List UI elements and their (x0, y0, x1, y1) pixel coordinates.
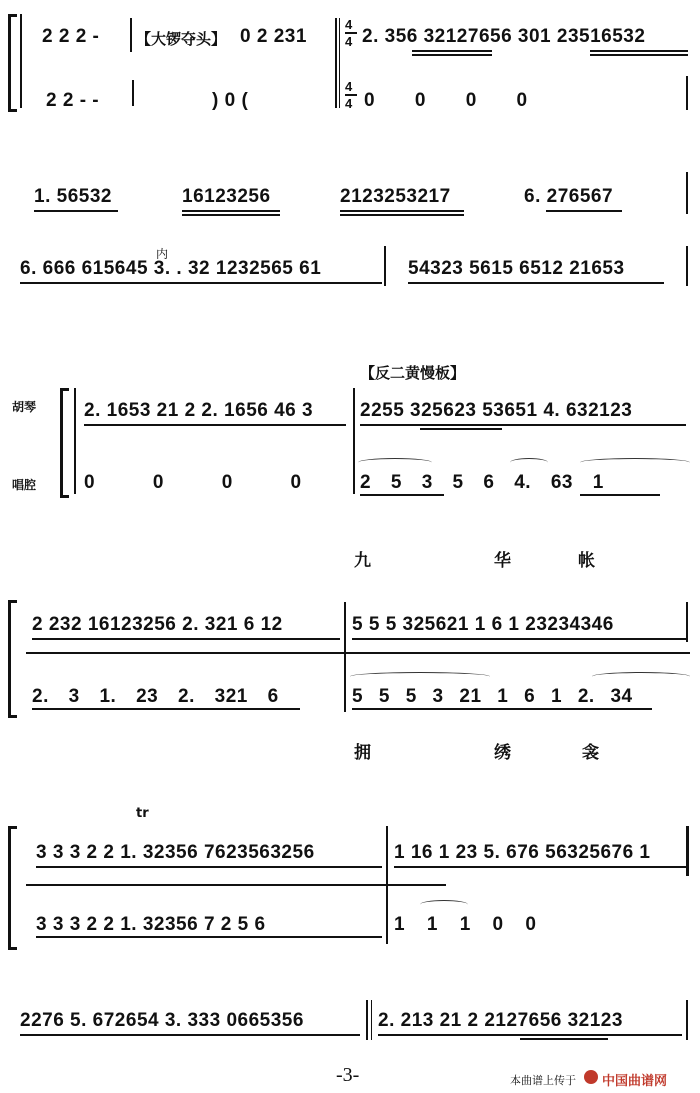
underline (20, 1034, 360, 1036)
measure-line2-3: 2123253217 (340, 186, 451, 207)
underline (36, 936, 382, 938)
underline (340, 214, 464, 216)
system-brace (60, 388, 69, 498)
intro-notes-bottom: 2 2 - - (46, 90, 100, 111)
underline (378, 1034, 682, 1036)
huqin-notes-5a: 2 232 16123256 2. 321 6 12 (32, 614, 283, 635)
lyric-hua: 华 (494, 551, 511, 571)
measure-line2-2: 16123256 (182, 186, 271, 207)
inner-mark: 内 (156, 247, 169, 261)
page-number: -3- (336, 1064, 360, 1086)
underline (182, 210, 280, 212)
barline (384, 246, 386, 286)
system-start-bar (20, 14, 22, 108)
measure-line3-a: 6. 666 615645 3. . 32 1232565 61 (20, 258, 322, 279)
slur (358, 458, 432, 467)
underline (32, 708, 300, 710)
staff-separator (26, 652, 690, 654)
system-brace (8, 826, 17, 950)
barline (130, 18, 132, 52)
time-signature-bottom-numerator: 4 (345, 79, 353, 94)
huqin-notes-6b: 1 16 1 23 5. 676 56325676 1 (394, 842, 651, 863)
notes-after-label: 0 2 231 (240, 26, 307, 47)
huqin-notes-6a: 3 3 3 2 2 1. 32356 7623563256 (36, 842, 315, 863)
line-end-bar (686, 826, 689, 876)
underline (360, 424, 686, 426)
rest-notes-line1: 0 0 0 0 (364, 90, 528, 111)
changqiang-notes-6b: 1 1 1 0 0 (394, 914, 537, 935)
changqiang-notes-5b: 5 5 5 3 21 1 6 1 2. 34 (352, 686, 633, 707)
barline (353, 388, 355, 494)
staff-separator (26, 884, 446, 886)
part-label-changqiang: 唱腔 (12, 478, 37, 492)
underline (352, 638, 686, 640)
barline (344, 602, 346, 712)
underline (546, 210, 622, 212)
time-signature-bottom-denominator: 4 (345, 96, 353, 111)
measure-line2-4: 6. 276567 (524, 186, 614, 207)
underline (412, 54, 492, 56)
huqin-notes-a: 2. 1653 21 2 2. 1656 46 3 (84, 400, 314, 421)
underline (182, 214, 280, 216)
underline (352, 708, 652, 710)
underline (394, 866, 688, 868)
underline (520, 1038, 608, 1040)
lyric-xiu: 绣 (494, 743, 511, 763)
site-name[interactable]: 中国曲谱网 (602, 1074, 668, 1089)
huqin-notes-5b: 5 5 5 325621 1 6 1 23234346 (352, 614, 614, 635)
measure-line2-1: 1. 56532 (34, 186, 112, 207)
melody-notes-line1: 2. 356 32127656 301 23516532 (362, 26, 646, 47)
barline (366, 1000, 368, 1040)
barline (371, 1000, 372, 1040)
underline (590, 50, 688, 52)
changqiang-notes-6a: 3 3 3 2 2 1. 32356 7 2 5 6 (36, 914, 266, 935)
line-end-bar (686, 246, 688, 286)
time-signature-top-numerator: 4 (345, 17, 353, 32)
system-start-bar (74, 388, 76, 494)
underline (340, 210, 464, 212)
slur (592, 672, 690, 681)
percussion-label: 【大锣夺头】 (136, 30, 227, 48)
changqiang-notes: 2 5 3 5 6 4. 63 1 (360, 472, 604, 493)
system-brace (8, 600, 17, 718)
slur (350, 672, 490, 681)
line-end-bar (686, 1000, 688, 1040)
underline (408, 282, 664, 284)
section-header-fan-erhuang: 【反二黄慢板】 (360, 364, 466, 382)
system-brace (8, 14, 17, 112)
barline (335, 18, 337, 108)
changqiang-rests: 0 0 0 0 (84, 472, 302, 493)
underline (580, 494, 660, 496)
lyric-qin: 衾 (582, 743, 599, 763)
measure-line7-a: 2276 5. 672654 3. 333 0665356 (20, 1010, 304, 1031)
measure-line3-b: 54323 5615 6512 21653 (408, 258, 625, 279)
measure-line7-b: 2. 213 21 2 2127656 32123 (378, 1010, 623, 1031)
underline (34, 210, 118, 212)
underline (32, 638, 340, 640)
slur (580, 458, 690, 467)
underline (420, 428, 502, 430)
upload-note: 本曲谱上传于 (510, 1074, 576, 1087)
rest-marker: ) 0 ( (212, 90, 249, 111)
time-signature-top-denominator: 4 (345, 34, 353, 49)
underline (590, 54, 688, 56)
slur (420, 900, 468, 909)
barline (339, 18, 340, 108)
underline (36, 866, 382, 868)
site-logo-icon (584, 1070, 598, 1084)
changqiang-notes-5a: 2. 3 1. 23 2. 321 6 (32, 686, 279, 707)
barline (132, 80, 134, 106)
underline (360, 494, 444, 496)
system-end-bar (686, 76, 688, 110)
lyric-zhang: 帐 (578, 551, 595, 571)
huqin-notes-b: 2255 325623 53651 4. 632123 (360, 400, 633, 421)
part-label-huqin: 胡琴 (12, 400, 37, 414)
intro-notes-top: 2 2 2 - (42, 26, 100, 47)
lyric-yong: 拥 (354, 743, 371, 763)
underline (20, 282, 382, 284)
slur (510, 458, 548, 467)
lyric-jiu: 九 (354, 551, 371, 571)
underline (412, 50, 492, 52)
line-end-bar (686, 172, 688, 214)
trill-mark: tr (136, 806, 149, 821)
line-end-bar (686, 602, 688, 642)
underline (84, 424, 346, 426)
